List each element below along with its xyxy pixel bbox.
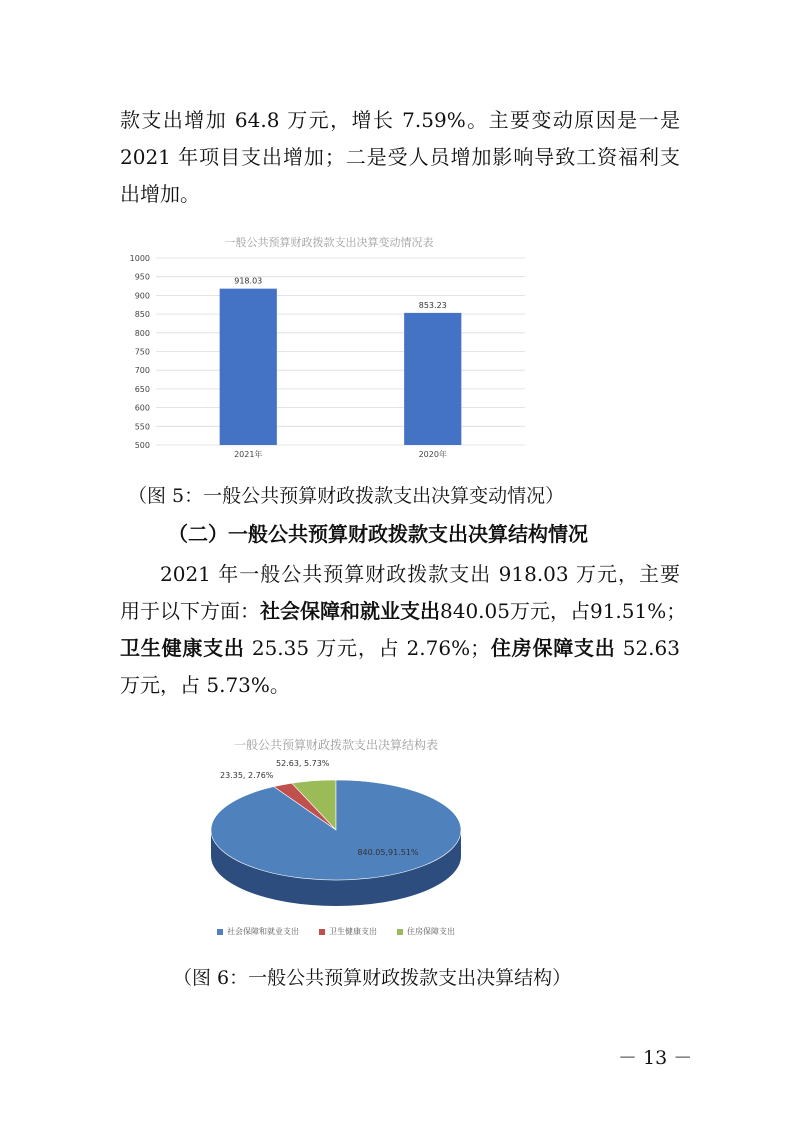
- legend-label: 卫生健康支出: [329, 927, 377, 936]
- bar-chart-title: 一般公共预算财政拨款支出决算变动情况表: [224, 236, 434, 249]
- y-tick-label: 700: [134, 366, 150, 376]
- pie-chart: [120, 730, 552, 946]
- paragraph-line: [120, 630, 680, 667]
- bar-data-label: 918.03: [234, 276, 263, 286]
- paragraph-line: 2021 年一般公共预算财政拨款支出 918.03 万元，主要: [160, 562, 680, 586]
- paragraph-2: [120, 556, 687, 704]
- y-tick-label: 800: [134, 328, 150, 338]
- bar: [220, 289, 277, 445]
- bold-term-social-security: 社会保障和就业支出: [260, 599, 440, 623]
- pie-slice: [211, 780, 461, 880]
- paragraph-line: [120, 593, 687, 630]
- pie-data-label: 840.05,91.51%: [357, 848, 419, 857]
- pie-data-label: 52.63, 5.73%: [276, 759, 330, 768]
- paragraph-line: 2021 年项目支出增加；二是受人员增加影响导致工资福利支: [120, 145, 680, 169]
- pie-data-label: 23.35, 2.76%: [220, 771, 274, 780]
- bar-chart: [120, 228, 538, 464]
- legend-item: [217, 926, 299, 937]
- x-tick-label: 2020年: [418, 450, 447, 459]
- bar-data-label: 853.23: [418, 300, 447, 310]
- y-tick-label: 650: [134, 384, 150, 394]
- page-number: － 13 －: [618, 1047, 693, 1069]
- bold-term-health: 卫生健康支出: [120, 636, 245, 660]
- y-tick-label: 750: [134, 347, 150, 357]
- y-tick-label: 600: [134, 403, 150, 413]
- y-tick-label: 850: [134, 310, 150, 320]
- pie-chart-svg: [120, 730, 552, 946]
- paragraph-1: [120, 102, 680, 213]
- legend-item: [319, 926, 377, 937]
- paragraph-line: 款支出增加 64.8 万元，增长 7.59%。主要变动原因是一是: [120, 108, 680, 132]
- bar: [404, 313, 461, 445]
- paragraph-line: 出增加。: [120, 182, 200, 206]
- bold-term-housing: 住房保障支出: [490, 636, 616, 660]
- paragraph-line: 万元，占 5.73%。: [120, 673, 290, 697]
- legend-item: [397, 926, 455, 937]
- text-run: 25.35 万元，占 2.76%；: [244, 636, 491, 660]
- figure-6-caption: （图 6：一般公共预算财政拨款支出决算结构）: [173, 967, 572, 989]
- x-tick-label: 2021年: [234, 450, 263, 459]
- legend-swatch: [217, 929, 223, 935]
- y-tick-label: 950: [134, 272, 150, 282]
- y-tick-label: 500: [134, 441, 150, 450]
- text-run: 用于以下方面：: [120, 599, 260, 623]
- y-tick-label: 550: [134, 422, 150, 432]
- legend-swatch: [319, 929, 325, 935]
- legend-swatch: [397, 929, 403, 935]
- pie-legend: [120, 926, 552, 937]
- y-tick-label: 900: [134, 291, 150, 301]
- text-run: 840.05万元，占91.51%；: [440, 599, 687, 623]
- legend-label: 社会保障和就业支出: [227, 927, 299, 936]
- figure-5-caption: （图 5：一般公共预算财政拨款支出决算变动情况）: [128, 485, 565, 507]
- text-run: 52.63: [615, 636, 680, 660]
- y-tick-label: 1000: [129, 254, 150, 263]
- legend-label: 住房保障支出: [407, 927, 455, 936]
- section-heading: （二）一般公共预算财政拨款支出决算结构情况: [168, 522, 588, 546]
- pie-chart-title: 一般公共预算财政拨款支出决算结构表: [233, 738, 439, 752]
- bar-chart-svg: [120, 228, 538, 464]
